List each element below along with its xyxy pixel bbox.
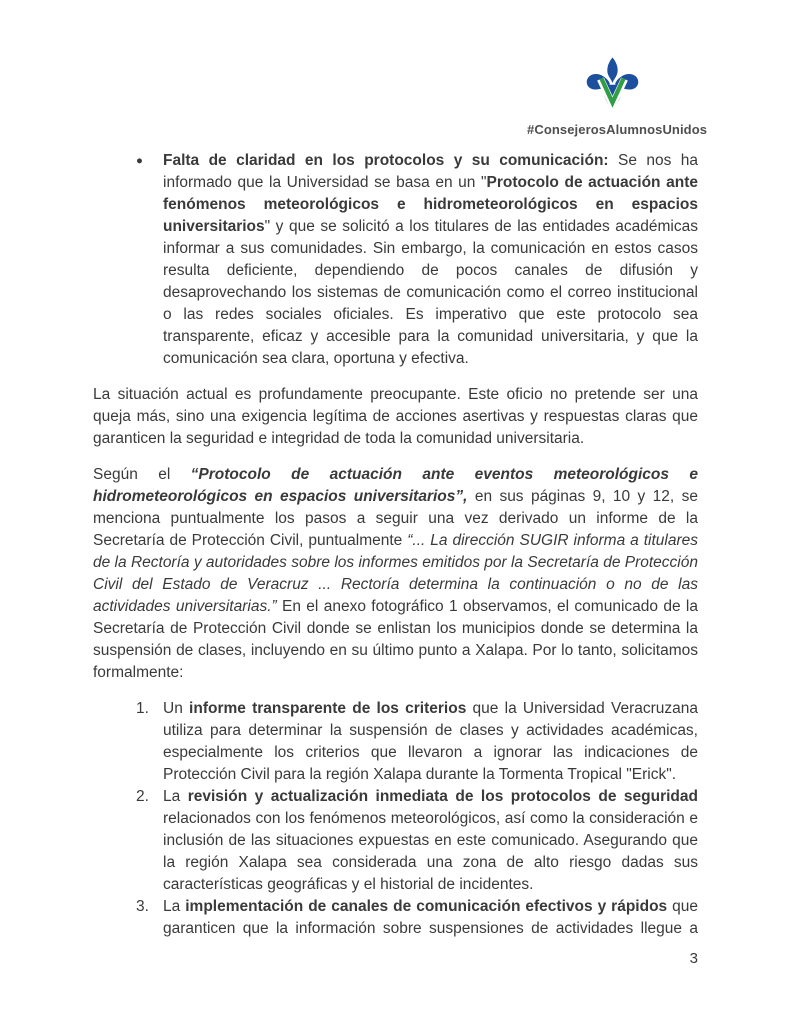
text-segment: Un — [163, 700, 190, 717]
text-segment: Se nos ha informado que la Universidad se basa en un " — [163, 152, 698, 191]
bullet-list — [93, 150, 698, 370]
numbered-item — [93, 896, 698, 940]
text-segment: “... La dirección SUGIR informa a titulares de la Rectoría y autoridades sobre los informes emitidos por la Secretaría de Protección Civil del Estado de Veracruz ... Rectoría determina la continuación o no de las actividades universitarias.” — [93, 532, 698, 615]
text-segment: relacionados con los fenómenos meteorológicos, así como la consideración e inclusión de las situaciones expuestas en este comunicado. Asegurando que la región Xalapa sea considerada una zona de alto riesgo dadas sus características geográficas y el historial de incidentes. — [163, 810, 698, 893]
text-segment: " y que se solicitó a los titulares de las entidades académicas informar a sus comunidades. Sin embargo, la comunicación en estos casos resulta deficiente, dependiendo de pocos canales de difusión y desaprovechando los sistemas de comunicación como el correo institucional o las redes sociales oficiales. Es imperativo que este protocolo sea transparente, eficaz y accesible para la comunidad universitaria, y que la comunicación sea clara, oportuna y efectiva. — [163, 218, 698, 367]
bullet-marker: ● — [136, 155, 143, 167]
text-segment: Protocolo de actuación ante fenómenos meteorológicos e hidrometeorológicos en espacios universitarios — [163, 174, 698, 235]
paragraph — [93, 384, 698, 450]
text-segment: implementación de canales de comunicación efectivos y rápidos — [185, 898, 668, 915]
list-item-text — [163, 150, 698, 370]
number-marker: 3. — [136, 898, 149, 915]
logo-hashtag: #ConsejerosAlumnosUnidos — [527, 122, 708, 137]
text-segment: en sus páginas 9, 10 y 12, se menciona puntualmente los pasos a seguir una vez derivado un informe de la Secretaría de Protección Civil, puntualmente — [93, 488, 698, 549]
text-segment: que garanticen que la información sobre suspensiones de actividades llegue a — [163, 898, 698, 937]
text-segment: informe transparente de los criterios — [189, 700, 467, 717]
uv-fleur-de-lis-icon — [584, 56, 641, 118]
text-segment: En el anexo fotográfico 1 observamos, el comunicado de la Secretaría de Protección Civil donde se enlistan los municipios donde se determina la suspensión de clases, incluyendo en su último punto a Xalapa. Por lo tanto, solicitamos formalmente: — [93, 598, 698, 681]
number-marker: 1. — [136, 700, 149, 717]
text-segment: La situación actual es profundamente preocupante. Este oficio no pretende ser una queja más, sino una exigencia legítima de acciones asertivas y respuestas claras que garanticen la seguridad e integridad de toda la comunidad universitaria. — [93, 386, 698, 447]
universidad-veracruzana-logo — [527, 56, 708, 137]
text-segment: Falta de claridad en los protocolos y su comunicación: — [163, 152, 618, 169]
document-body — [93, 150, 698, 954]
list-item-text — [163, 786, 698, 896]
number-marker: 2. — [136, 788, 149, 805]
numbered-item — [93, 786, 698, 896]
text-segment: Según el — [93, 466, 191, 483]
text-segment: que la Universidad Veracruzana utiliza para determinar la suspensión de clases y actividades académicas, especialmente los criterios que llevaron a ignorar las indicaciones de Protección Civil para la región Xalapa durante la Tormenta Tropical "Erick". — [163, 700, 699, 783]
text-segment: revisión y actualización inmediata de los protocolos de seguridad — [187, 788, 698, 805]
paragraph — [93, 464, 698, 684]
text-segment: La — [163, 898, 186, 915]
bullet-item — [93, 150, 698, 370]
list-item-text — [163, 896, 698, 940]
numbered-item — [93, 698, 698, 786]
text-segment: La — [163, 788, 188, 805]
list-item-text — [163, 698, 698, 786]
page-number: 3 — [689, 950, 698, 967]
text-segment: “Protocolo de actuación ante eventos meteorológicos e hidrometeorológicos en espacios universitarios”, — [93, 466, 699, 505]
numbered-list — [93, 698, 698, 940]
